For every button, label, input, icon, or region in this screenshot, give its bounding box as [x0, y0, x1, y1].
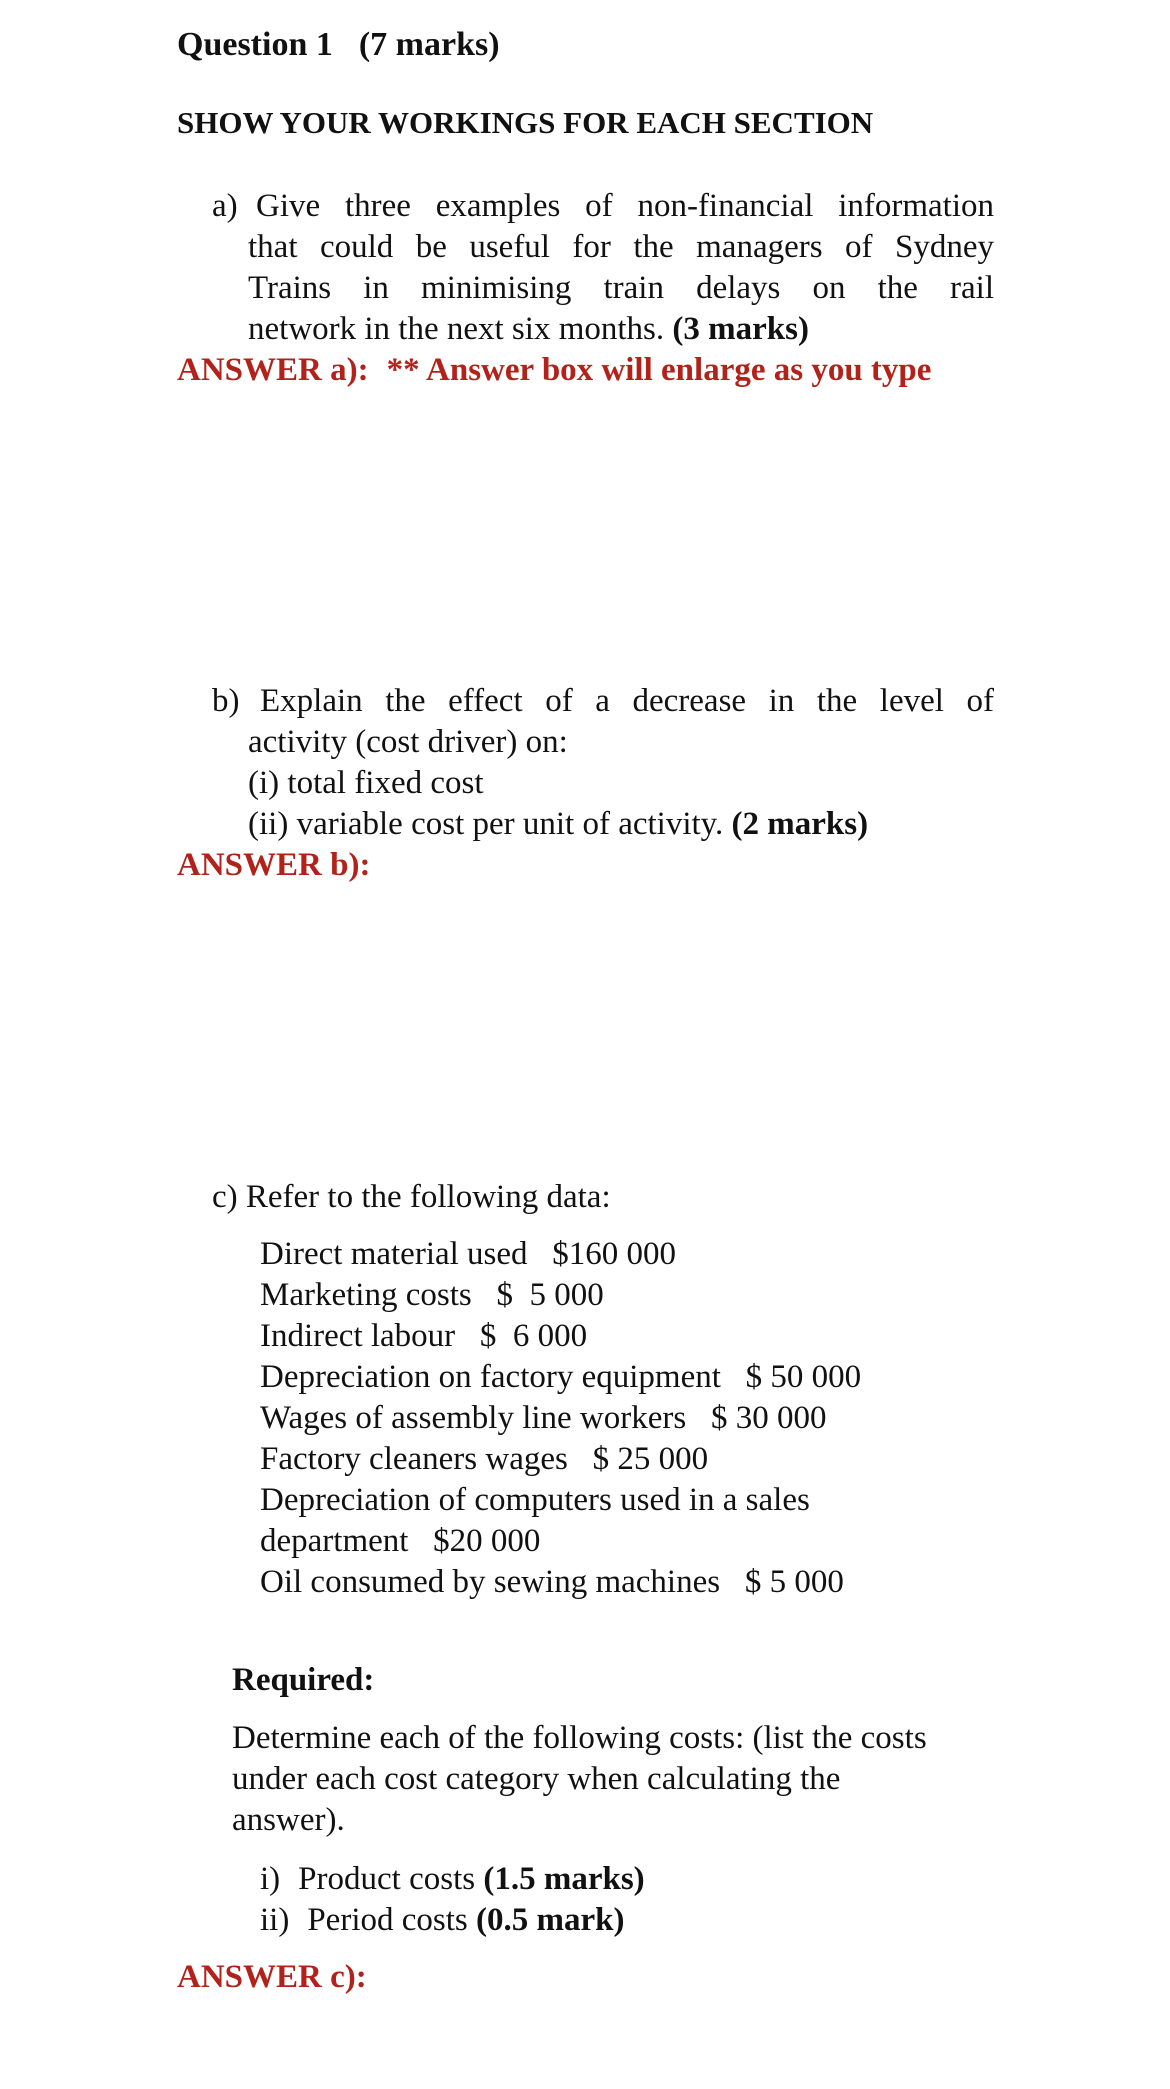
- answer-a-hint: ** Answer box will enlarge as you type: [386, 352, 932, 388]
- required-line-3: answer).: [232, 1802, 345, 1838]
- answer-b-label: ANSWER b):: [177, 847, 371, 883]
- part-a-marks: (3 marks): [672, 311, 809, 347]
- answer-a-box[interactable]: [175, 398, 995, 668]
- part-a-label: a): [212, 188, 238, 224]
- data-line-marketing: Marketing costs $ 5 000: [260, 1277, 604, 1313]
- question-heading: [177, 24, 500, 66]
- answer-c-box[interactable]: [175, 2005, 995, 2075]
- data-line-indirect-labour: Indirect labour $ 6 000: [260, 1318, 588, 1354]
- part-a-line-1: Give three examples of non-financial information: [256, 188, 994, 224]
- part-c-item-2-marks: (0.5 mark): [476, 1902, 625, 1938]
- part-c-item-1-number: i): [260, 1861, 281, 1897]
- part-b-item-2: (ii) variable cost per unit of activity.: [248, 806, 724, 842]
- required-label: Required:: [232, 1662, 375, 1698]
- part-a-last-line: network in the next six months.: [248, 311, 665, 347]
- part-c-item-2-text: Period costs: [307, 1902, 468, 1938]
- data-line-assembly-wages: Wages of assembly line workers $ 30 000: [260, 1400, 827, 1436]
- data-line-computer-depreciation: Depreciation of computers used in a sales: [260, 1482, 810, 1518]
- question-marks: (7 marks): [358, 26, 500, 63]
- instruction-text: SHOW YOUR WORKINGS FOR EACH SECTION: [177, 105, 874, 140]
- data-line-oil-consumed: Oil consumed by sewing machines $ 5 000: [260, 1564, 844, 1600]
- required-line-1: Determine each of the following costs: (list the costs: [232, 1720, 927, 1756]
- question-title: Question 1: [177, 26, 333, 63]
- part-c-item-2-number: ii): [260, 1902, 290, 1938]
- answer-b-box[interactable]: [175, 893, 995, 1163]
- part-c-item-1-text: Product costs: [298, 1861, 476, 1897]
- answer-a-label: ANSWER a):: [177, 352, 369, 388]
- part-b-label: b): [212, 683, 240, 719]
- answer-a-heading: [177, 350, 931, 391]
- data-line-cleaners-wages: Factory cleaners wages $ 25 000: [260, 1441, 709, 1477]
- part-c-item-2: [260, 1900, 624, 1941]
- part-b-item-2-row: [248, 804, 868, 845]
- data-line-factory-depreciation: Depreciation on factory equipment $ 50 000: [260, 1359, 862, 1395]
- part-c-item-1-marks: (1.5 marks): [483, 1861, 645, 1897]
- part-a-line-2: that could be useful for the managers of Sydney: [248, 229, 994, 265]
- part-b-line-2: activity (cost driver) on:: [248, 724, 568, 760]
- part-c-item-1: [260, 1859, 645, 1900]
- part-b-item-1: (i) total fixed cost: [248, 765, 484, 801]
- data-line-sales-department: department $20 000: [260, 1523, 541, 1559]
- data-line-direct-material: Direct material used $160 000: [260, 1236, 677, 1272]
- answer-c-label: ANSWER c):: [177, 1959, 367, 1995]
- part-b-line-1: Explain the effect of a decrease in the level of: [260, 683, 994, 719]
- part-b-marks: (2 marks): [731, 806, 869, 842]
- part-c-intro: c) Refer to the following data:: [212, 1179, 611, 1215]
- part-a-line-3: Trains in minimising train delays on the rail: [248, 270, 994, 306]
- part-a-line-4: [248, 309, 809, 350]
- required-line-2: under each cost category when calculating the: [232, 1761, 841, 1797]
